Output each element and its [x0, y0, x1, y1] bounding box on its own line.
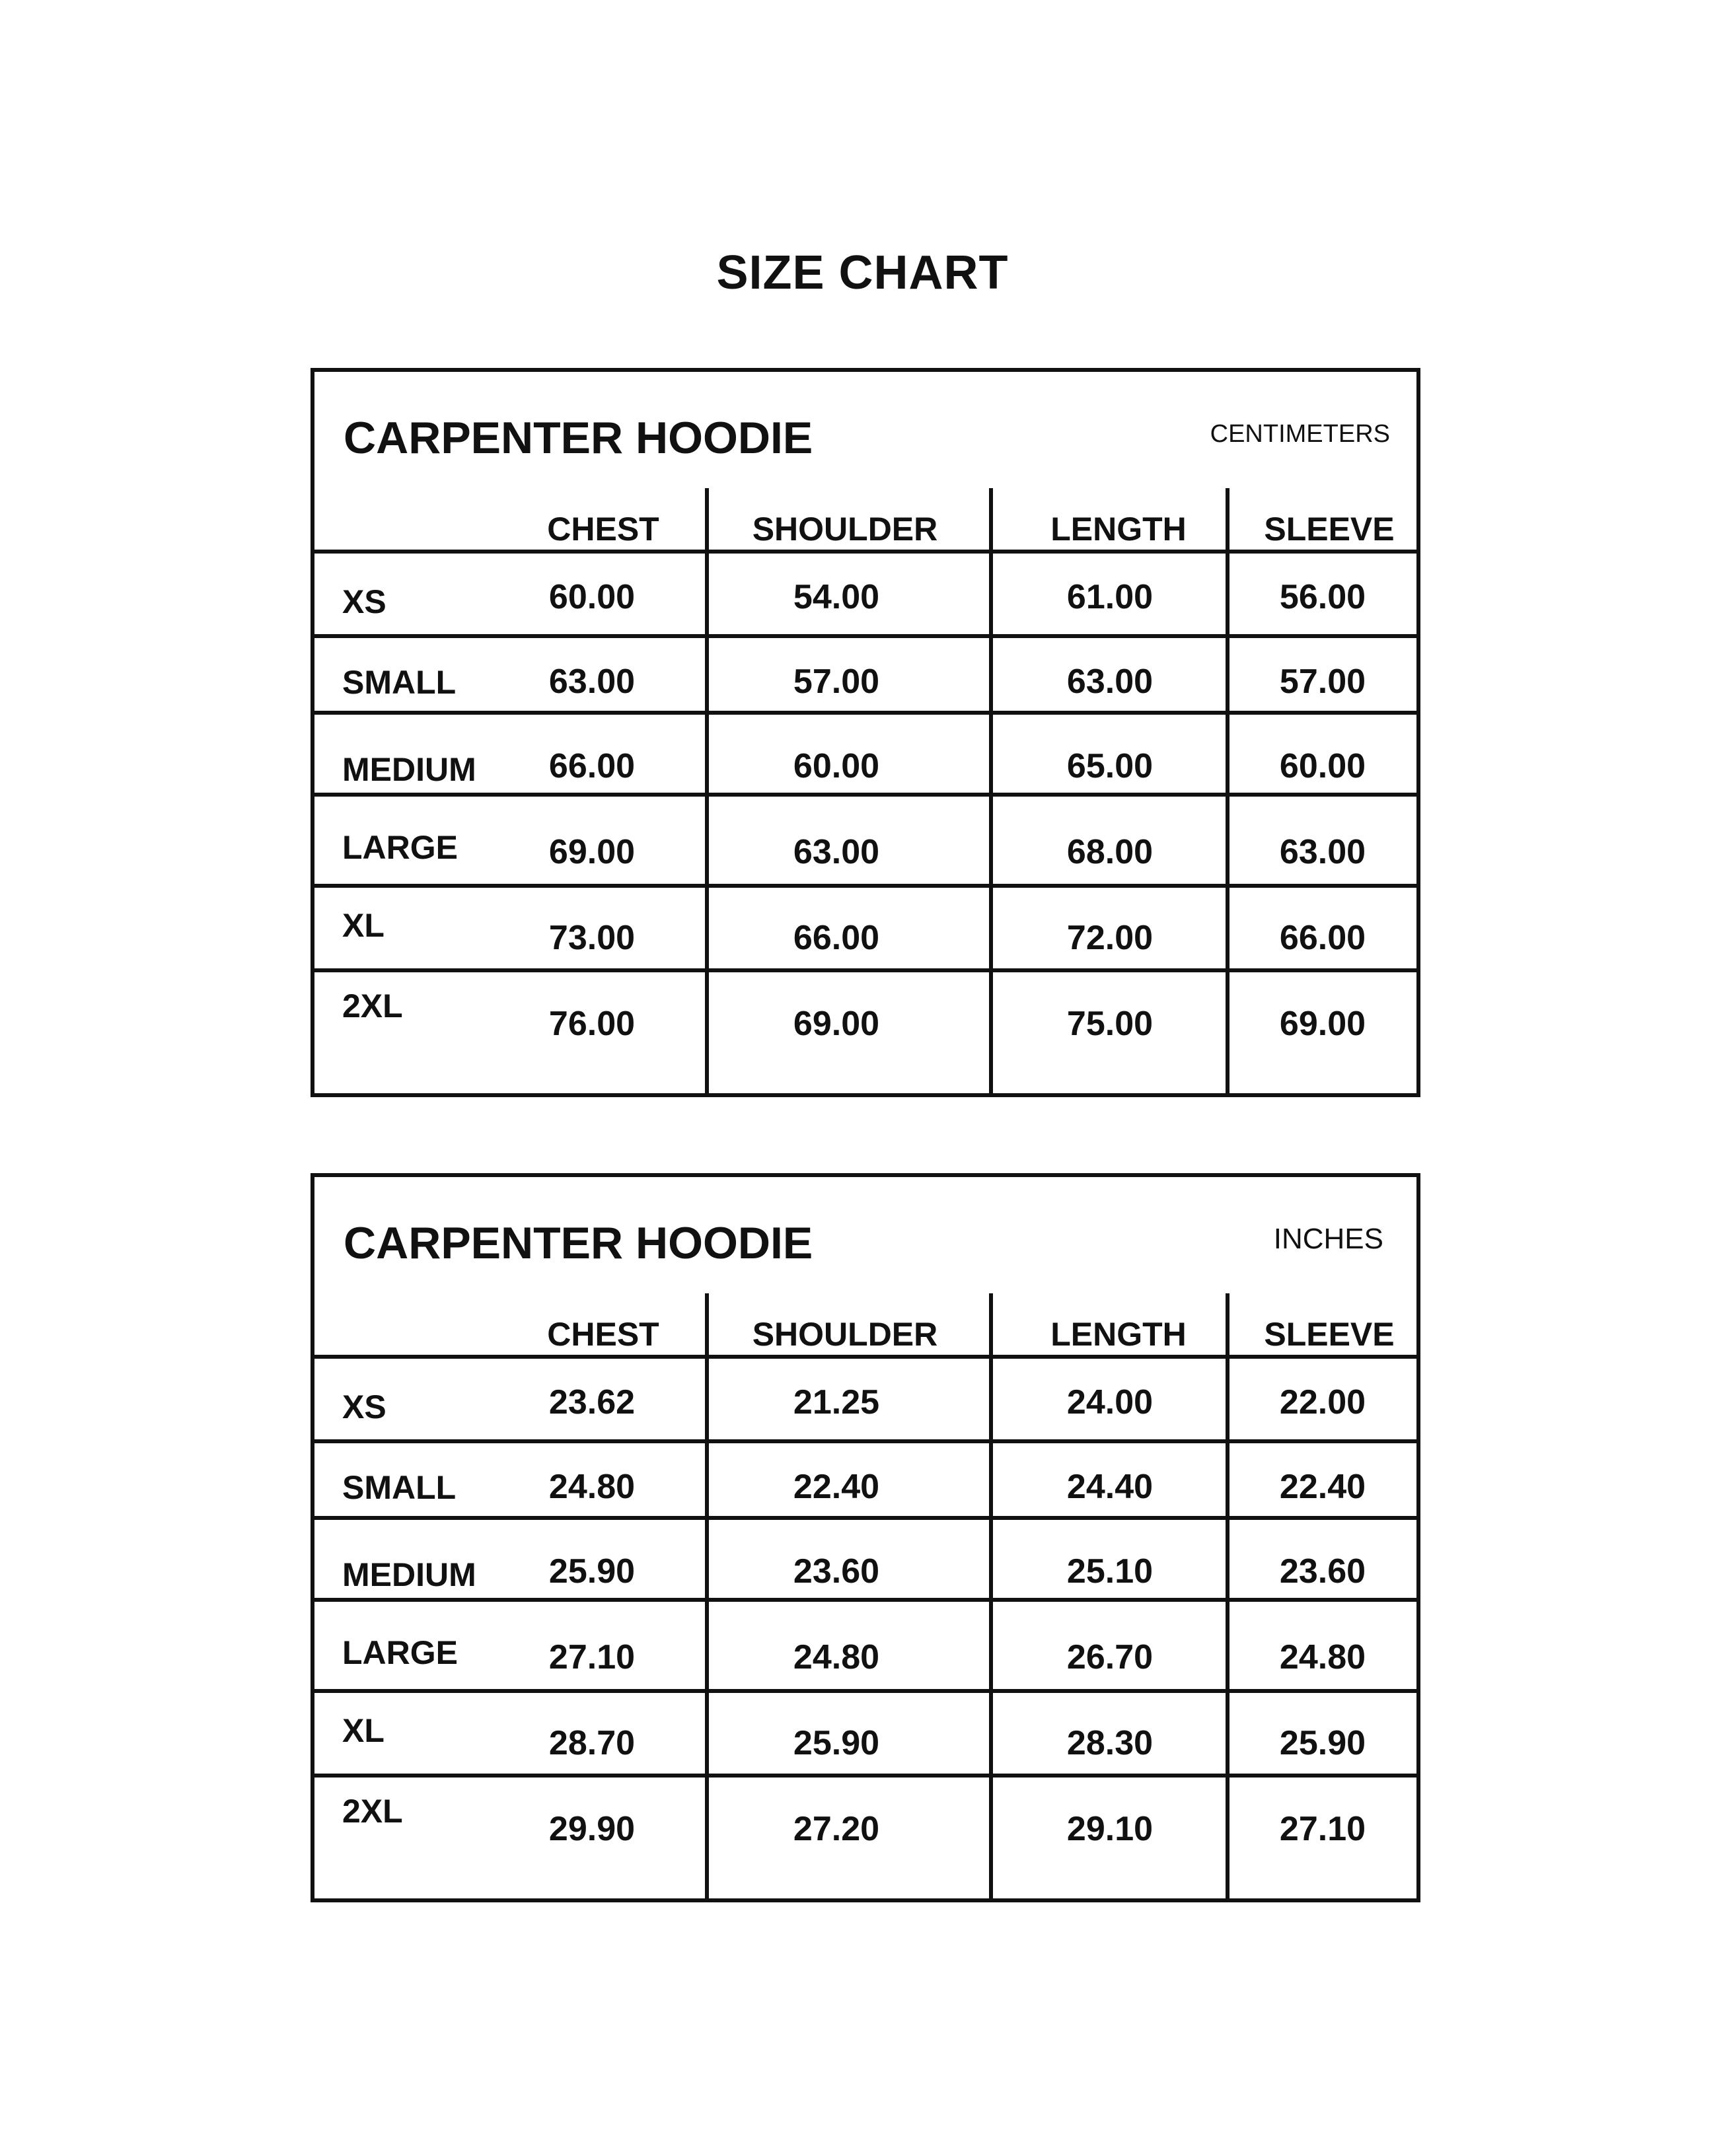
- row-divider: [314, 711, 1416, 715]
- measurement-cell: 22.40: [1279, 1468, 1366, 1506]
- measurement-cell: 63.00: [793, 833, 880, 871]
- page-title: SIZE CHART: [716, 246, 1009, 299]
- measurement-cell: 61.00: [1066, 578, 1154, 616]
- measurement-cell: 25.90: [548, 1552, 636, 1591]
- column-header-length: LENGTH: [1050, 1316, 1187, 1353]
- column-header-chest: CHEST: [547, 511, 659, 548]
- measurement-cell: 27.20: [793, 1810, 880, 1848]
- product-name: CARPENTER HOODIE: [344, 1218, 813, 1268]
- measurement-cell: 29.10: [1066, 1810, 1154, 1848]
- measurement-cell: 25.90: [793, 1724, 880, 1762]
- size-label-small: SMALL: [342, 664, 457, 701]
- column-divider: [705, 1293, 709, 1898]
- row-divider: [314, 968, 1416, 972]
- column-header-chest: CHEST: [547, 1316, 659, 1353]
- row-divider: [314, 1598, 1416, 1602]
- measurement-cell: 54.00: [793, 578, 880, 616]
- measurement-cell: 25.90: [1279, 1724, 1366, 1762]
- size-label-medium: MEDIUM: [342, 1556, 476, 1593]
- measurement-cell: 24.80: [793, 1638, 880, 1676]
- measurement-cell: 69.00: [793, 1005, 880, 1043]
- row-divider: [314, 550, 1416, 554]
- measurement-cell: 60.00: [793, 747, 880, 785]
- size-label-small: SMALL: [342, 1469, 457, 1506]
- measurement-cell: 66.00: [793, 919, 880, 957]
- measurement-cell: 69.00: [548, 833, 636, 871]
- row-divider: [314, 634, 1416, 638]
- size-label-2xl: 2XL: [342, 988, 403, 1024]
- measurement-cell: 73.00: [548, 919, 636, 957]
- measurement-cell: 24.40: [1066, 1468, 1154, 1506]
- measurement-cell: 56.00: [1279, 578, 1366, 616]
- column-divider: [705, 488, 709, 1093]
- size-label-xl: XL: [342, 907, 385, 944]
- measurement-cell: 66.00: [1279, 919, 1366, 957]
- measurement-cell: 21.25: [793, 1383, 880, 1421]
- row-divider: [314, 884, 1416, 888]
- column-header-sleeve: SLEEVE: [1264, 1316, 1395, 1353]
- measurement-cell: 76.00: [548, 1005, 636, 1043]
- row-divider: [314, 1355, 1416, 1359]
- measurement-cell: 23.62: [548, 1383, 636, 1421]
- measurement-cell: 72.00: [1066, 919, 1154, 957]
- measurement-cell: 63.00: [1066, 663, 1154, 701]
- measurement-cell: 29.90: [548, 1810, 636, 1848]
- measurement-cell: 26.70: [1066, 1638, 1154, 1676]
- measurement-cell: 22.00: [1279, 1383, 1366, 1421]
- column-header-shoulder: SHOULDER: [752, 511, 938, 548]
- measurement-cell: 65.00: [1066, 747, 1154, 785]
- measurement-cell: 25.10: [1066, 1552, 1154, 1591]
- measurement-cell: 24.00: [1066, 1383, 1154, 1421]
- measurement-cell: 28.30: [1066, 1724, 1154, 1762]
- column-header-length: LENGTH: [1050, 511, 1187, 548]
- measurement-cell: 63.00: [548, 663, 636, 701]
- column-header-shoulder: SHOULDER: [752, 1316, 938, 1353]
- unit-label: CENTIMETERS: [1210, 420, 1390, 448]
- row-divider: [314, 1689, 1416, 1693]
- size-label-xs: XS: [342, 583, 386, 620]
- measurement-cell: 60.00: [548, 578, 636, 616]
- measurement-cell: 75.00: [1066, 1005, 1154, 1043]
- unit-label: INCHES: [1273, 1223, 1383, 1255]
- measurement-cell: 24.80: [548, 1468, 636, 1506]
- size-label-large: LARGE: [342, 1634, 458, 1671]
- measurement-cell: 69.00: [1279, 1005, 1366, 1043]
- measurement-cell: 60.00: [1279, 747, 1366, 785]
- row-divider: [314, 1516, 1416, 1520]
- measurement-cell: 57.00: [793, 663, 880, 701]
- measurement-cell: 28.70: [548, 1724, 636, 1762]
- column-divider: [989, 1293, 993, 1898]
- size-label-xs: XS: [342, 1388, 386, 1425]
- size-label-large: LARGE: [342, 829, 458, 866]
- product-name: CARPENTER HOODIE: [344, 413, 813, 463]
- measurement-cell: 68.00: [1066, 833, 1154, 871]
- size-table-centimeters: [311, 368, 1420, 1097]
- column-header-sleeve: SLEEVE: [1264, 511, 1395, 548]
- size-label-xl: XL: [342, 1712, 385, 1749]
- measurement-cell: 23.60: [1279, 1552, 1366, 1591]
- row-divider: [314, 793, 1416, 797]
- measurement-cell: 27.10: [1279, 1810, 1366, 1848]
- measurement-cell: 22.40: [793, 1468, 880, 1506]
- size-label-2xl: 2XL: [342, 1793, 403, 1830]
- measurement-cell: 23.60: [793, 1552, 880, 1591]
- measurement-cell: 24.80: [1279, 1638, 1366, 1676]
- measurement-cell: 57.00: [1279, 663, 1366, 701]
- measurement-cell: 27.10: [548, 1638, 636, 1676]
- size-label-medium: MEDIUM: [342, 751, 476, 788]
- column-divider: [989, 488, 993, 1093]
- measurement-cell: 66.00: [548, 747, 636, 785]
- row-divider: [314, 1774, 1416, 1778]
- size-table-inches: [311, 1173, 1420, 1902]
- measurement-cell: 63.00: [1279, 833, 1366, 871]
- row-divider: [314, 1439, 1416, 1443]
